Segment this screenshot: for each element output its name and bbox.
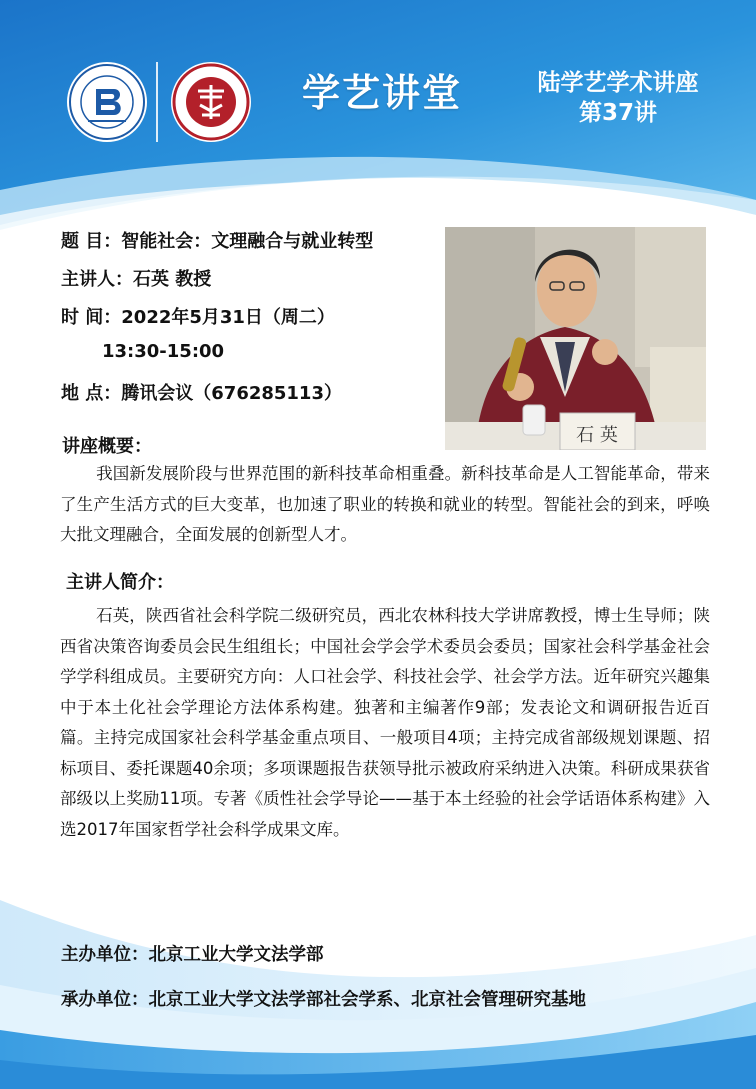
header-divider (156, 62, 158, 142)
bio-text: 石英，陕西省社会科学院二级研究员，西北农林科技大学讲席教授，博士生导师；陕西省决策咨询委员会民生组组长；中国社会学会学术委员会委员；国家社会科学基金社会学学科组成员。主要研究方向：人口社会学、科技社会学、社会学方法。近年研究兴趣集中于本土化社会学理论方法体系构建。独著和主编著作9部；发表论文和调研报告近百篇。主持完成国家社会科学基金重点项目、一般项目4项；主持完成省部级规划课题、招标项目、委托课题40余项；多项课题报告获领导批示被政府采纳进入决策。科研成果获省部级以上奖励11项。专著《质性社会学导论——基于本土经验的社会学话语体系构建》入选2017年国家哲学社会科学成果文库。 (60, 606, 710, 839)
overview-paragraph (60, 459, 710, 551)
lecture-location: 地 点：腾讯会议（676285113） (61, 383, 342, 404)
overview-text: 我国新发展阶段与世界范围的新科技革命相重叠。新科技革命是人工智能革命，带来了生产生活方式的巨大变革，也加速了职业的转换和就业的转型。智能社会的到来，呼唤大批文理融合，全面发展的创新型人才。 (60, 464, 710, 544)
bio-paragraph (60, 601, 710, 845)
series-number: 第37讲 (578, 100, 657, 126)
lecture-topic: 题 目：智能社会：文理融合与就业转型 (61, 231, 374, 252)
lecture-speaker: 主讲人：石英 教授 (61, 269, 212, 290)
co-host-organizer: 承办单位：北京工业大学文法学部社会学系、北京社会管理研究基地 (61, 990, 586, 1010)
host-organizer: 主办单位：北京工业大学文法学部 (61, 945, 324, 965)
bio-heading: 主讲人简介： (66, 572, 174, 593)
lecture-hall-title: 学艺讲堂 (302, 71, 463, 115)
series-name: 陆学艺学术讲座 (537, 70, 699, 96)
speaker-photo (445, 227, 706, 450)
lecture-time-range: 13:30-15:00 (102, 341, 225, 362)
faculty-logo (170, 61, 252, 143)
lecture-time: 时 间：2022年5月31日（周二） (61, 307, 335, 328)
series-title (520, 68, 716, 128)
overview-heading: 讲座概要： (62, 436, 152, 457)
university-logo (66, 61, 148, 143)
nameplate-text: 石 英 (576, 425, 618, 446)
